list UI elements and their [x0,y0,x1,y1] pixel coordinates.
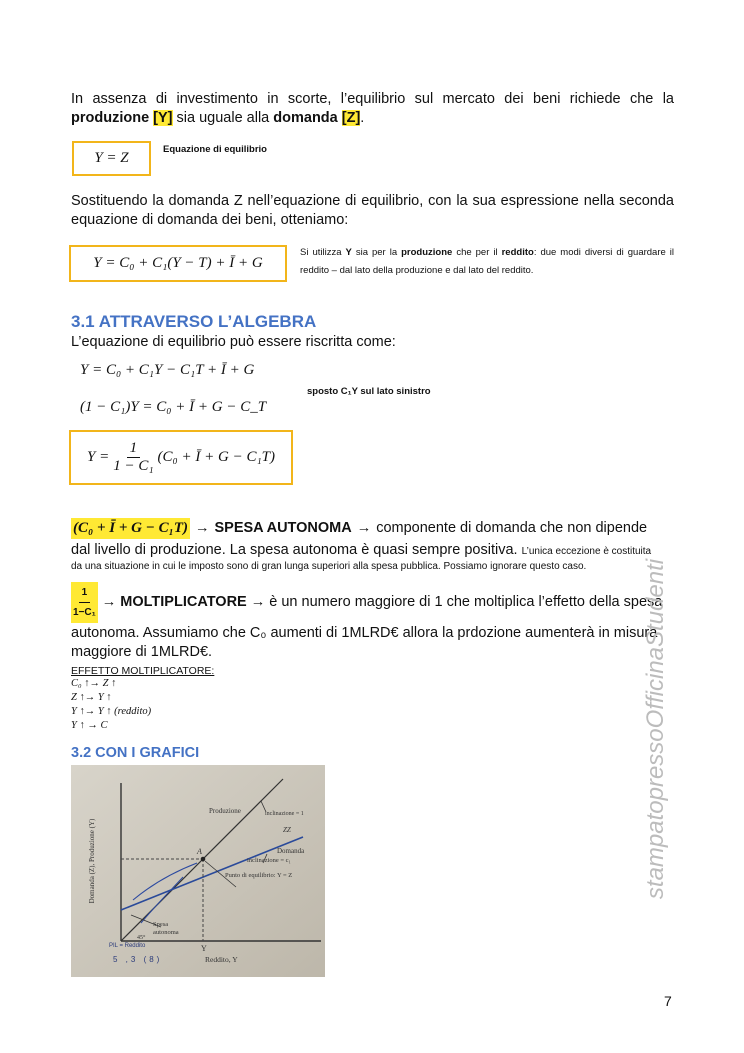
arrow-icon: → [356,520,372,536]
spesa-autonoma-line-1 [71,518,674,539]
substitution-paragraph: Sostituendo la domanda Z nell’equazione di equilibrio, con la sua espressione nella seconda equazione di domanda dei beni, otteniamo: [71,193,674,228]
intro-line-2 [71,109,674,128]
arrow-icon: → [101,594,117,610]
algebra-line-2: (1 − C₁)Y = C₀ + Ī + G − C_T [80,399,267,415]
equation-box-equilibrio [72,141,151,176]
spesa-autonoma-text-2: dal livello di produzione. La spesa autonoma è quasi sempre positiva. [71,542,518,558]
spesa-autonoma-small-2: da una situazione in cui le imposto sono di gran lunga superiori alla spesa pubblica. Possiamo ignorare questo caso. [71,561,587,572]
intro-paragraph [71,90,674,128]
equation-box-domanda [69,245,287,282]
effetto-line: Y ↑→ Y ↑ (reddito) [71,706,152,717]
spesa-autonoma-text-1: componente di domanda che non dipende [376,520,648,536]
effetto-block [71,665,214,733]
graph-handwritten-2: 5 ,3 (8) [113,955,163,964]
box-autonomous: (C₀ + Ī + G − C₁T) [157,449,276,465]
eq2-side-note [300,244,674,280]
graph-photo [71,765,325,977]
section-3-1-intro: L’equazione di equilibrio può essere riscritta come: [71,334,396,350]
moltiplicatore-fraction [71,582,98,623]
graph-inclinazione-c: inclinazione = c₁ [247,857,291,864]
equation-box-reddito [69,430,293,485]
effetto-line: C₀ ↑→ Z ↑ [71,678,117,689]
moltiplicatore-line-3: maggiore di 1MLRD€. [71,644,213,660]
spesa-autonoma-block [71,518,674,574]
multiplier-fraction [113,440,153,475]
moltiplicatore-line-1 [71,582,674,623]
equation-equilibrio: Y = Z [94,150,129,166]
note-b: sia per la [351,247,402,258]
graph-A-label: A [197,847,202,856]
note-reddito: reddito [501,247,534,258]
intro-mid: sia uguale alla [172,110,274,126]
graph-domanda-label: Domanda [277,847,305,855]
spesa-autonoma-small-1: L’unica eccezione è costituita [521,546,652,557]
produzione-term: produzione [71,110,150,126]
effetto-line: Z ↑→ Y ↑ [71,692,112,703]
graph-produzione-label: Produzione [209,807,241,815]
note-d: : due modi diversi di guardare il reddito – dal lato della produzione e dal lato del reddito. [300,247,675,276]
graph-Y-tick: Y [201,944,207,953]
Y-term: [Y] [153,110,173,126]
fraction-numerator: 1 [127,440,141,458]
intro-line-1: In assenza di investimento in scorte, l’equilibrio sul mercato dei beni richiede che la [71,91,674,107]
note-c: che per il [452,247,502,258]
spesa-autonoma-title: SPESA AUTONOMA [214,520,352,536]
graph-xlabel: Reddito, Y [205,955,238,964]
graph-handwritten-1: PIL = Reddito [109,943,146,949]
fraction-denominator: 1 − C₁ [113,458,154,474]
graph-inclinazione1: inclinazione = 1 [265,811,304,817]
section-3-1-title: 3.1 ATTRAVERSO L’ALGEBRA [71,312,317,331]
graph-ZZ-label: ZZ [283,826,291,834]
watermark: stampatopressoOfficinaStudenti [642,558,669,900]
moltiplicatore-title: MOLTIPLICATORE [120,594,247,610]
equation-label: Equazione di equilibrio [163,144,267,155]
Z-term: [Z] [341,110,361,126]
equilibrium-point [201,857,206,862]
domanda-term: domanda [273,110,338,126]
equation-domanda: Y = C₀ + C₁(Y − T) + Ī + G [93,255,263,271]
moltiplicatore-numerator: 1 [79,583,91,603]
algebra-side-note: sposto C₁Y sul lato sinistro [307,386,431,397]
box-Y: Y = [86,449,110,465]
effetto-title: EFFETTO MOLTIPLICATORE: [71,665,215,677]
algebra-line-1: Y = C₀ + C₁Y − C₁T + Ī + G [80,362,255,378]
effetto-line: Y ↑ → C [71,720,108,731]
graph-angle-label: 45° [137,935,146,941]
moltiplicatore-denominator: 1−C₁ [73,607,96,618]
moltiplicatore-block [71,582,674,662]
spesa-autonoma-line-2 [71,541,674,560]
note-a: Si utilizza [300,247,346,258]
moltiplicatore-line-2: autonoma. Assumiamo che C₀ aumenti di 1MLRD€ allora la prdozione aumenterà in misura [71,625,658,641]
graph-punto-label: Punto di equilibrio: Y = Z [225,872,293,879]
equation-reddito [87,440,275,475]
page-number: 7 [664,993,672,1009]
section-3-2-title: 3.2 CON I GRAFICI [71,745,200,761]
graph-ylabel: Domanda (Z), Produzione (Y) [88,818,96,904]
graph-spesa-label: Spesa autonoma [153,921,179,936]
intro-end: . [360,110,365,126]
note-produzione: produzione [401,247,453,258]
note-Y: Y [345,247,352,258]
moltiplicatore-text-1: → è un numero maggiore di 1 che moltiplica l’effetto della spesa [250,594,663,610]
arrow-icon: → [194,520,210,536]
autonoma-expression: (C₀ + Ī + G − C₁T) [71,518,190,539]
